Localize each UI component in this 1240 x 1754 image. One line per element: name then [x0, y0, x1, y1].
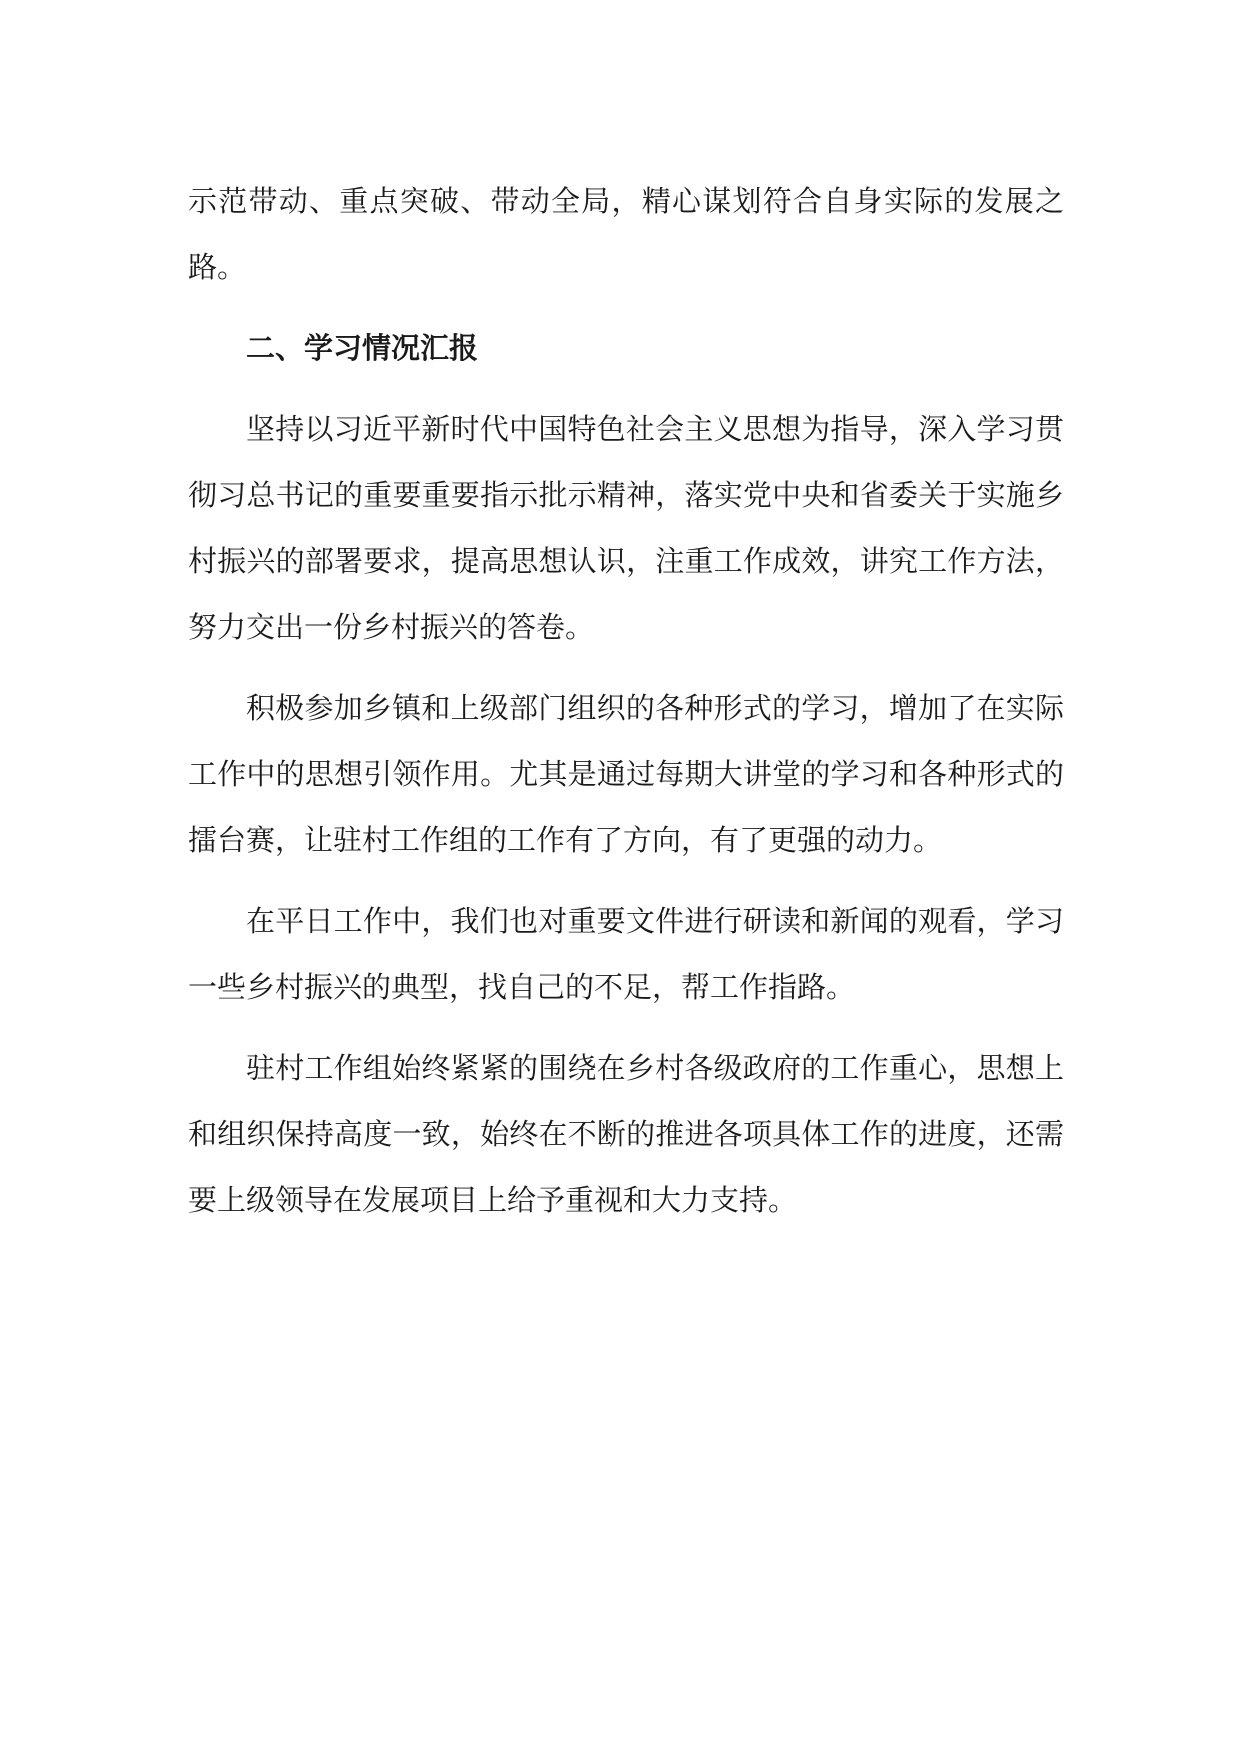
body-paragraph-4: 驻村工作组始终紧紧的围绕在乡村各级政府的工作重心，思想上和组织保持高度一致，始终在不断的推进各项具体工作的进度，还需要上级领导在发展项目上给予重视和大力支持。	[188, 1051, 1064, 1217]
body-paragraph-2: 积极参加乡镇和上级部门组织的各种形式的学习，增加了在实际工作中的思想引领作用。尤其是通过每期大讲堂的学习和各种形式的擂台赛，让驻村工作组的工作有了方向，有了更强的动力。	[188, 691, 1064, 857]
section-heading: 二、学习情况汇报	[246, 331, 479, 365]
document-body	[188, 168, 1064, 1248]
body-paragraph-3: 在平日工作中，我们也对重要文件进行研读和新闻的观看，学习一些乡村振兴的典型，找自己的不足，帮工作指路。	[188, 904, 1064, 1004]
body-paragraph-1: 坚持以习近平新时代中国特色社会主义思想为指导，深入学习贯彻习总书记的重要重要指示批示精神，落实党中央和省委关于实施乡村振兴的部署要求，提高思想认识，注重工作成效，讲究工作方法，努力交出一份乡村振兴的答卷。	[188, 412, 1064, 644]
continuation-paragraph: 示范带动、重点突破、带动全局，精心谋划符合自身实际的发展之路。	[188, 184, 1064, 284]
